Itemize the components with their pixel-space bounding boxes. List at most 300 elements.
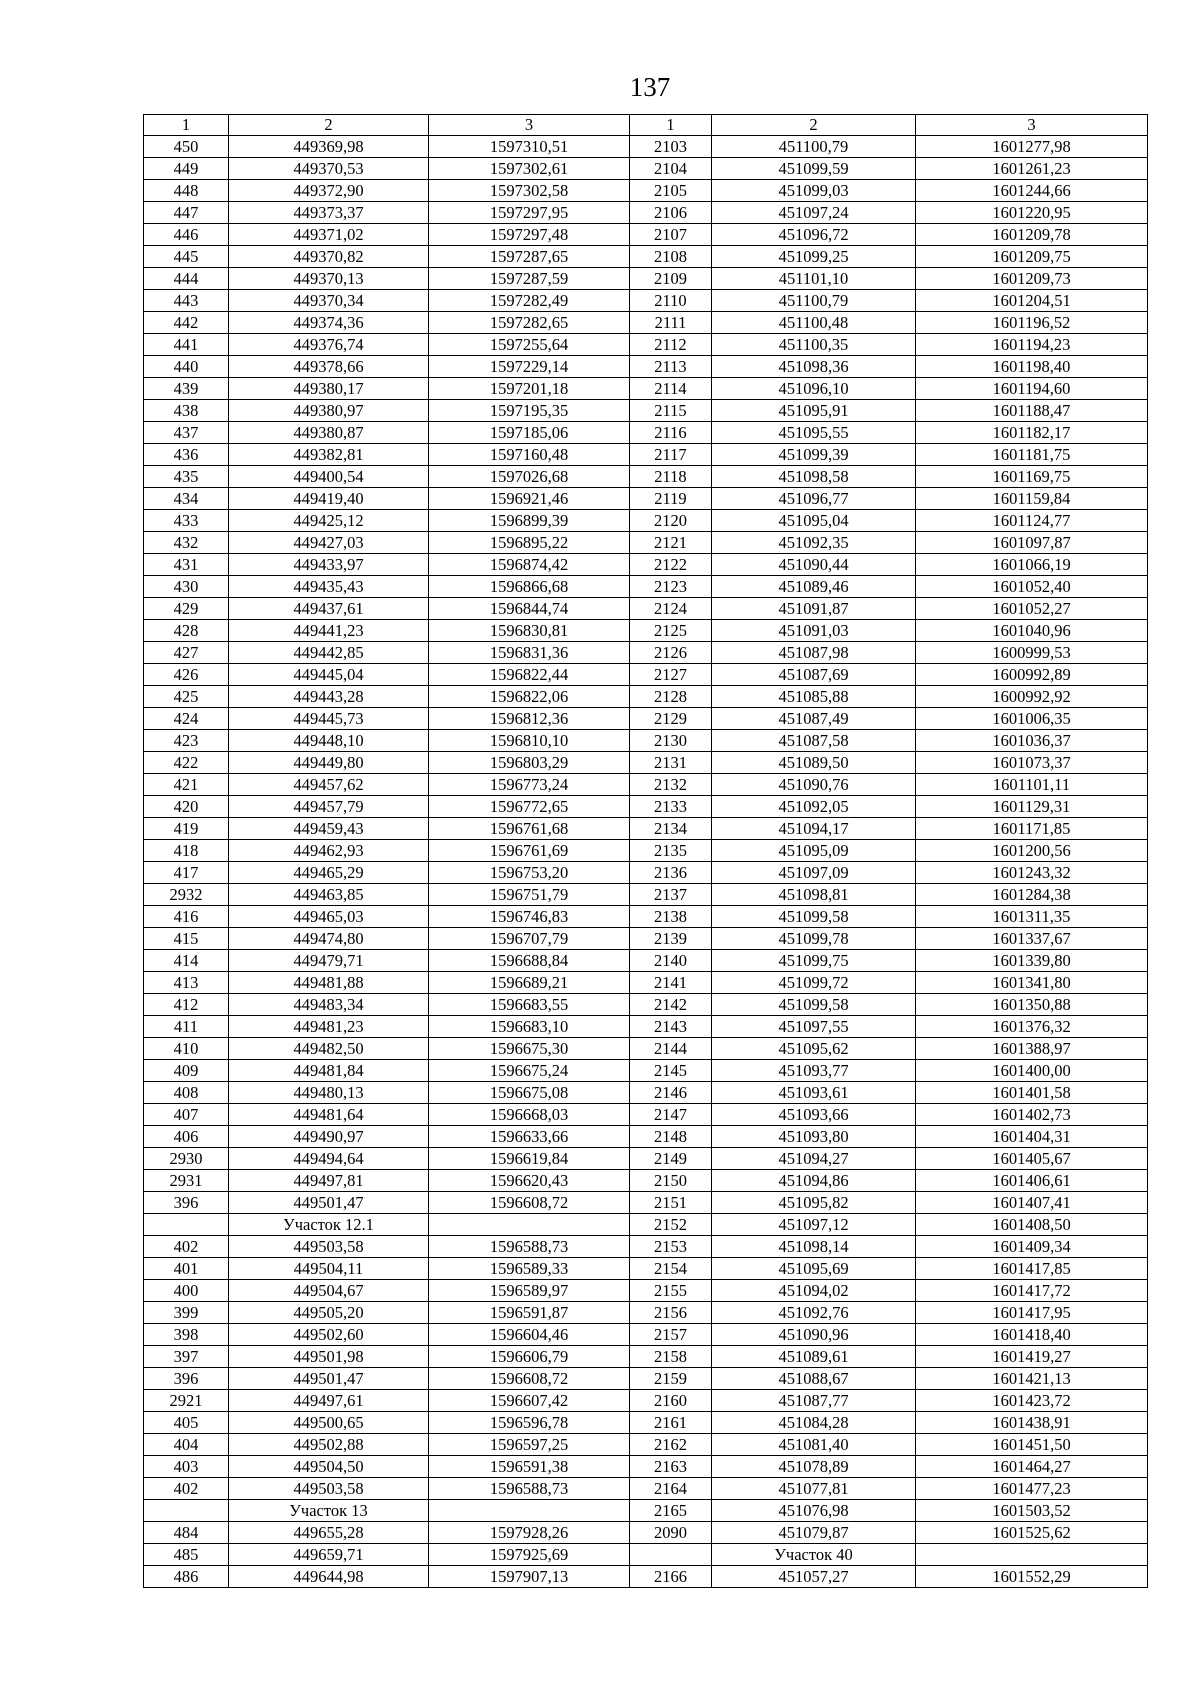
table-cell: 404 bbox=[144, 1434, 229, 1456]
table-cell: 1596619,84 bbox=[429, 1148, 630, 1170]
table-cell: 451096,10 bbox=[712, 378, 916, 400]
table-row bbox=[144, 1390, 1148, 1412]
table-row bbox=[144, 1170, 1148, 1192]
table-row bbox=[144, 862, 1148, 884]
table-row bbox=[144, 312, 1148, 334]
table-cell: 451098,81 bbox=[712, 884, 916, 906]
table-cell: 433 bbox=[144, 510, 229, 532]
table-cell: 2138 bbox=[630, 906, 712, 928]
table-cell: 2166 bbox=[630, 1566, 712, 1588]
table-cell: 1601277,98 bbox=[916, 136, 1148, 158]
table-cell: 443 bbox=[144, 290, 229, 312]
table-cell: 1601129,31 bbox=[916, 796, 1148, 818]
table-cell: 1596597,25 bbox=[429, 1434, 630, 1456]
table-cell: 1596591,87 bbox=[429, 1302, 630, 1324]
table-cell: 415 bbox=[144, 928, 229, 950]
table-cell: 2116 bbox=[630, 422, 712, 444]
table-cell: 1601421,13 bbox=[916, 1368, 1148, 1390]
page-number: 137 bbox=[629, 72, 671, 102]
table-cell: 1601182,17 bbox=[916, 422, 1148, 444]
table-row bbox=[144, 708, 1148, 730]
table-cell: 451098,14 bbox=[712, 1236, 916, 1258]
table-row bbox=[144, 1148, 1148, 1170]
table-cell: 1601400,00 bbox=[916, 1060, 1148, 1082]
table-cell: 451100,79 bbox=[712, 290, 916, 312]
table-cell: 1601350,88 bbox=[916, 994, 1148, 1016]
table-cell: 1596772,65 bbox=[429, 796, 630, 818]
table-cell: 2147 bbox=[630, 1104, 712, 1126]
table-row bbox=[144, 1258, 1148, 1280]
table-cell: 449501,47 bbox=[229, 1368, 429, 1390]
table-cell: 1601196,52 bbox=[916, 312, 1148, 334]
table-cell: 451099,78 bbox=[712, 928, 916, 950]
table-cell: 429 bbox=[144, 598, 229, 620]
table-cell: 451078,89 bbox=[712, 1456, 916, 1478]
table-cell: 449481,84 bbox=[229, 1060, 429, 1082]
table-cell: 1601073,37 bbox=[916, 752, 1148, 774]
table-cell: 451093,77 bbox=[712, 1060, 916, 1082]
table-cell: 1601243,32 bbox=[916, 862, 1148, 884]
table-cell: 1596596,78 bbox=[429, 1412, 630, 1434]
table-cell: 449370,13 bbox=[229, 268, 429, 290]
table-row bbox=[144, 994, 1148, 1016]
table-cell: 1601188,47 bbox=[916, 400, 1148, 422]
table-cell: 417 bbox=[144, 862, 229, 884]
table-cell: 1597302,58 bbox=[429, 180, 630, 202]
table-cell: 1597160,48 bbox=[429, 444, 630, 466]
table-cell: 1601159,84 bbox=[916, 488, 1148, 510]
table-cell: 396 bbox=[144, 1192, 229, 1214]
table-cell: 1596822,06 bbox=[429, 686, 630, 708]
table-cell: 449501,98 bbox=[229, 1346, 429, 1368]
table-cell: 451095,09 bbox=[712, 840, 916, 862]
table-row bbox=[144, 510, 1148, 532]
table-cell: 1597907,13 bbox=[429, 1566, 630, 1588]
column-header: 3 bbox=[916, 115, 1148, 136]
table-cell: 1596822,44 bbox=[429, 664, 630, 686]
table-cell: 451097,09 bbox=[712, 862, 916, 884]
table-cell: 1601404,31 bbox=[916, 1126, 1148, 1148]
table-row bbox=[144, 1038, 1148, 1060]
table-row bbox=[144, 378, 1148, 400]
table-cell: 449481,64 bbox=[229, 1104, 429, 1126]
table-cell: 2165 bbox=[630, 1500, 712, 1522]
table-cell: 2133 bbox=[630, 796, 712, 818]
table-cell: 428 bbox=[144, 620, 229, 642]
table-row bbox=[144, 290, 1148, 312]
table-row bbox=[144, 620, 1148, 642]
table-cell: 2149 bbox=[630, 1148, 712, 1170]
table-cell: 451100,48 bbox=[712, 312, 916, 334]
table-cell: 1601402,73 bbox=[916, 1104, 1148, 1126]
table-cell: 449445,04 bbox=[229, 664, 429, 686]
table-cell: 451090,76 bbox=[712, 774, 916, 796]
table-cell: 445 bbox=[144, 246, 229, 268]
table-cell: 1601376,32 bbox=[916, 1016, 1148, 1038]
table-row bbox=[144, 1434, 1148, 1456]
table-cell: 449419,40 bbox=[229, 488, 429, 510]
table-cell: 2136 bbox=[630, 862, 712, 884]
table-cell: 449483,34 bbox=[229, 994, 429, 1016]
table-cell: 451097,55 bbox=[712, 1016, 916, 1038]
table-row bbox=[144, 1104, 1148, 1126]
table-cell: 449448,10 bbox=[229, 730, 429, 752]
table-cell: 2121 bbox=[630, 532, 712, 554]
table-cell: 2163 bbox=[630, 1456, 712, 1478]
table-cell: 2104 bbox=[630, 158, 712, 180]
table-cell: 2106 bbox=[630, 202, 712, 224]
column-header: 2 bbox=[229, 115, 429, 136]
table-cell: 2109 bbox=[630, 268, 712, 290]
table-cell: Участок 13 bbox=[229, 1500, 429, 1522]
table-cell: 451099,03 bbox=[712, 180, 916, 202]
table-cell: 1601097,87 bbox=[916, 532, 1148, 554]
table-cell: 449481,88 bbox=[229, 972, 429, 994]
table-cell: 449445,73 bbox=[229, 708, 429, 730]
table-cell: 2134 bbox=[630, 818, 712, 840]
table-cell: 1601417,95 bbox=[916, 1302, 1148, 1324]
table-cell: 449382,81 bbox=[229, 444, 429, 466]
table-cell: 449481,23 bbox=[229, 1016, 429, 1038]
table-cell: 451088,67 bbox=[712, 1368, 916, 1390]
table-row bbox=[144, 752, 1148, 774]
table-cell: 449370,82 bbox=[229, 246, 429, 268]
table-cell: 449457,62 bbox=[229, 774, 429, 796]
table-cell: 1601209,73 bbox=[916, 268, 1148, 290]
table-cell: 419 bbox=[144, 818, 229, 840]
table-row bbox=[144, 444, 1148, 466]
table-cell: 2118 bbox=[630, 466, 712, 488]
table-cell: 1596751,79 bbox=[429, 884, 630, 906]
table-cell: 401 bbox=[144, 1258, 229, 1280]
table-row bbox=[144, 686, 1148, 708]
table-cell: 426 bbox=[144, 664, 229, 686]
table-cell: 2159 bbox=[630, 1368, 712, 1390]
table-cell: 2152 bbox=[630, 1214, 712, 1236]
table-cell: 484 bbox=[144, 1522, 229, 1544]
table-cell: 449369,98 bbox=[229, 136, 429, 158]
table-row bbox=[144, 774, 1148, 796]
table-cell: 1601311,35 bbox=[916, 906, 1148, 928]
table-cell: 449504,50 bbox=[229, 1456, 429, 1478]
table-cell: 1601198,40 bbox=[916, 356, 1148, 378]
table-cell: 1596866,68 bbox=[429, 576, 630, 598]
table-cell: 451100,35 bbox=[712, 334, 916, 356]
table-cell: Участок 40 bbox=[712, 1544, 916, 1566]
table-cell: 449503,58 bbox=[229, 1236, 429, 1258]
table-cell: 2129 bbox=[630, 708, 712, 730]
table-row bbox=[144, 1522, 1148, 1544]
table-cell: 451096,72 bbox=[712, 224, 916, 246]
table-cell bbox=[144, 1214, 229, 1236]
table-cell: 1601503,52 bbox=[916, 1500, 1148, 1522]
table-cell: 2151 bbox=[630, 1192, 712, 1214]
table-cell: 2164 bbox=[630, 1478, 712, 1500]
table-row bbox=[144, 906, 1148, 928]
table-cell: 2145 bbox=[630, 1060, 712, 1082]
table-cell: 1600992,92 bbox=[916, 686, 1148, 708]
table-cell: 451093,66 bbox=[712, 1104, 916, 1126]
table-cell: 1596830,81 bbox=[429, 620, 630, 642]
table-cell: 1597282,65 bbox=[429, 312, 630, 334]
column-header: 1 bbox=[630, 115, 712, 136]
table-row bbox=[144, 1236, 1148, 1258]
table-cell: 451094,86 bbox=[712, 1170, 916, 1192]
table-cell: 1601525,62 bbox=[916, 1522, 1148, 1544]
table-cell: 1601418,40 bbox=[916, 1324, 1148, 1346]
table-cell: 2115 bbox=[630, 400, 712, 422]
header-row bbox=[144, 115, 1148, 136]
table-cell: 1600992,89 bbox=[916, 664, 1148, 686]
table-cell: 451087,58 bbox=[712, 730, 916, 752]
table-cell: 449501,47 bbox=[229, 1192, 429, 1214]
table-cell: 2150 bbox=[630, 1170, 712, 1192]
table-cell: 432 bbox=[144, 532, 229, 554]
table-cell: 448 bbox=[144, 180, 229, 202]
table-cell: 451085,88 bbox=[712, 686, 916, 708]
table-row bbox=[144, 532, 1148, 554]
table-cell: 1596689,21 bbox=[429, 972, 630, 994]
table-cell: 2154 bbox=[630, 1258, 712, 1280]
table-cell: 449 bbox=[144, 158, 229, 180]
table-cell: 1596895,22 bbox=[429, 532, 630, 554]
table-cell: 449465,03 bbox=[229, 906, 429, 928]
table-cell: 451093,61 bbox=[712, 1082, 916, 1104]
table-cell: 2148 bbox=[630, 1126, 712, 1148]
table-cell: 1597255,64 bbox=[429, 334, 630, 356]
table-cell: 1597195,35 bbox=[429, 400, 630, 422]
table-cell: 1596683,55 bbox=[429, 994, 630, 1016]
table-cell: 449380,17 bbox=[229, 378, 429, 400]
table-cell: 437 bbox=[144, 422, 229, 444]
table-cell: 2139 bbox=[630, 928, 712, 950]
table-row bbox=[144, 1302, 1148, 1324]
table-cell: 451095,82 bbox=[712, 1192, 916, 1214]
table-cell: 2160 bbox=[630, 1390, 712, 1412]
table-row bbox=[144, 1478, 1148, 1500]
table-cell: 1596675,08 bbox=[429, 1082, 630, 1104]
table-cell: 451095,69 bbox=[712, 1258, 916, 1280]
table-cell: 1601339,80 bbox=[916, 950, 1148, 972]
table-cell: 400 bbox=[144, 1280, 229, 1302]
table-cell bbox=[429, 1214, 630, 1236]
table-cell: 412 bbox=[144, 994, 229, 1016]
table-cell: 449443,28 bbox=[229, 686, 429, 708]
table-cell: 449427,03 bbox=[229, 532, 429, 554]
table-cell: 449497,61 bbox=[229, 1390, 429, 1412]
table-cell: 1596588,73 bbox=[429, 1236, 630, 1258]
table-cell: 451100,79 bbox=[712, 136, 916, 158]
table-cell: 402 bbox=[144, 1478, 229, 1500]
table-cell: 1601101,11 bbox=[916, 774, 1148, 796]
column-header: 3 bbox=[429, 115, 630, 136]
table-cell: 1601419,27 bbox=[916, 1346, 1148, 1368]
table-cell: 1601423,72 bbox=[916, 1390, 1148, 1412]
table-cell: 422 bbox=[144, 752, 229, 774]
table-cell: 425 bbox=[144, 686, 229, 708]
table-cell: 1596589,33 bbox=[429, 1258, 630, 1280]
column-header: 1 bbox=[144, 115, 229, 136]
table-cell: 398 bbox=[144, 1324, 229, 1346]
table-cell: 2161 bbox=[630, 1412, 712, 1434]
table-cell: 1597201,18 bbox=[429, 378, 630, 400]
table-row bbox=[144, 488, 1148, 510]
table-cell: 434 bbox=[144, 488, 229, 510]
table-cell: 451094,02 bbox=[712, 1280, 916, 1302]
table-cell: 2930 bbox=[144, 1148, 229, 1170]
table-cell: 451095,04 bbox=[712, 510, 916, 532]
table-cell: 2931 bbox=[144, 1170, 229, 1192]
table-cell: 2103 bbox=[630, 136, 712, 158]
table-cell: 451057,27 bbox=[712, 1566, 916, 1588]
table-cell bbox=[630, 1544, 712, 1566]
table-cell: 1601181,75 bbox=[916, 444, 1148, 466]
table-cell: 1596591,38 bbox=[429, 1456, 630, 1478]
table-cell: 421 bbox=[144, 774, 229, 796]
table-row bbox=[144, 884, 1148, 906]
table-cell: 2144 bbox=[630, 1038, 712, 1060]
table-cell: 451087,77 bbox=[712, 1390, 916, 1412]
table-cell: 449659,71 bbox=[229, 1544, 429, 1566]
table-cell: 1601401,58 bbox=[916, 1082, 1148, 1104]
table-cell: 451098,36 bbox=[712, 356, 916, 378]
table-cell: 451092,05 bbox=[712, 796, 916, 818]
table-cell: 449462,93 bbox=[229, 840, 429, 862]
table-row bbox=[144, 796, 1148, 818]
table-cell: 449400,54 bbox=[229, 466, 429, 488]
table-row bbox=[144, 334, 1148, 356]
table-cell: 2142 bbox=[630, 994, 712, 1016]
table-cell: 2124 bbox=[630, 598, 712, 620]
table-cell: 1601066,19 bbox=[916, 554, 1148, 576]
table-cell: 451099,58 bbox=[712, 994, 916, 1016]
table-cell: 1597925,69 bbox=[429, 1544, 630, 1566]
table-cell: 451099,72 bbox=[712, 972, 916, 994]
table-cell: 1597928,26 bbox=[429, 1522, 630, 1544]
table-cell: 2932 bbox=[144, 884, 229, 906]
table-cell: 403 bbox=[144, 1456, 229, 1478]
table-row bbox=[144, 1060, 1148, 1082]
table-cell: 451096,77 bbox=[712, 488, 916, 510]
table-cell: 1597185,06 bbox=[429, 422, 630, 444]
table-cell: 449474,80 bbox=[229, 928, 429, 950]
table-cell: 447 bbox=[144, 202, 229, 224]
table-row bbox=[144, 400, 1148, 422]
table-cell: 449380,97 bbox=[229, 400, 429, 422]
table-cell: 449373,37 bbox=[229, 202, 429, 224]
table-row bbox=[144, 466, 1148, 488]
table-cell: 451091,03 bbox=[712, 620, 916, 642]
table-cell: 449494,64 bbox=[229, 1148, 429, 1170]
table-row bbox=[144, 664, 1148, 686]
table-cell: 449378,66 bbox=[229, 356, 429, 378]
table-cell: 451095,55 bbox=[712, 422, 916, 444]
table-cell: 1596633,66 bbox=[429, 1126, 630, 1148]
table-cell: 2126 bbox=[630, 642, 712, 664]
table-row bbox=[144, 950, 1148, 972]
table-row bbox=[144, 158, 1148, 180]
table-cell: 449463,85 bbox=[229, 884, 429, 906]
table-cell: 397 bbox=[144, 1346, 229, 1368]
table-cell: 449504,11 bbox=[229, 1258, 429, 1280]
table-cell: 2112 bbox=[630, 334, 712, 356]
table-cell: 1601417,85 bbox=[916, 1258, 1148, 1280]
table-cell: 1596810,10 bbox=[429, 730, 630, 752]
table-cell: 1596668,03 bbox=[429, 1104, 630, 1126]
table-cell: 449380,87 bbox=[229, 422, 429, 444]
table-cell: 2156 bbox=[630, 1302, 712, 1324]
table-cell: 451076,98 bbox=[712, 1500, 916, 1522]
table-row bbox=[144, 1544, 1148, 1566]
table-cell: 451099,58 bbox=[712, 906, 916, 928]
table-cell: 2090 bbox=[630, 1522, 712, 1544]
table-cell: 1601052,27 bbox=[916, 598, 1148, 620]
table-cell: 1597026,68 bbox=[429, 466, 630, 488]
table-cell: 449482,50 bbox=[229, 1038, 429, 1060]
table-cell: 436 bbox=[144, 444, 229, 466]
table-cell: 409 bbox=[144, 1060, 229, 1082]
table-cell: 1601171,85 bbox=[916, 818, 1148, 840]
table-cell: 1601194,60 bbox=[916, 378, 1148, 400]
table-cell: 1601124,77 bbox=[916, 510, 1148, 532]
table-cell: 451087,69 bbox=[712, 664, 916, 686]
table-cell: 2132 bbox=[630, 774, 712, 796]
table-cell: 449480,13 bbox=[229, 1082, 429, 1104]
table-cell: 2127 bbox=[630, 664, 712, 686]
table-cell: 2153 bbox=[630, 1236, 712, 1258]
table-cell: 413 bbox=[144, 972, 229, 994]
table-cell: 1601244,66 bbox=[916, 180, 1148, 202]
table-cell: 446 bbox=[144, 224, 229, 246]
table-cell: 451092,76 bbox=[712, 1302, 916, 1324]
table-cell: 1601036,37 bbox=[916, 730, 1148, 752]
table-row bbox=[144, 576, 1148, 598]
table-cell: 1596604,46 bbox=[429, 1324, 630, 1346]
table-cell: 1596608,72 bbox=[429, 1368, 630, 1390]
table-cell: 451099,59 bbox=[712, 158, 916, 180]
table-cell: 405 bbox=[144, 1412, 229, 1434]
table-cell: 420 bbox=[144, 796, 229, 818]
table-cell: 1596683,10 bbox=[429, 1016, 630, 1038]
table-cell: 449497,81 bbox=[229, 1170, 429, 1192]
table-cell: 1601006,35 bbox=[916, 708, 1148, 730]
table-cell: 2110 bbox=[630, 290, 712, 312]
table-cell: 2122 bbox=[630, 554, 712, 576]
table-cell: 1601052,40 bbox=[916, 576, 1148, 598]
table-cell: 449370,34 bbox=[229, 290, 429, 312]
table-cell: 450 bbox=[144, 136, 229, 158]
table-cell: 451093,80 bbox=[712, 1126, 916, 1148]
table-cell: 424 bbox=[144, 708, 229, 730]
table-cell: 1601407,41 bbox=[916, 1192, 1148, 1214]
table-cell: 1601341,80 bbox=[916, 972, 1148, 994]
table-cell: 2119 bbox=[630, 488, 712, 510]
table-cell: 451094,17 bbox=[712, 818, 916, 840]
table-cell: 1597287,59 bbox=[429, 268, 630, 290]
table-cell: 449442,85 bbox=[229, 642, 429, 664]
table-cell: 451099,75 bbox=[712, 950, 916, 972]
table-row bbox=[144, 1324, 1148, 1346]
table-cell: 449372,90 bbox=[229, 180, 429, 202]
table-row bbox=[144, 246, 1148, 268]
table-row bbox=[144, 136, 1148, 158]
table-cell: 396 bbox=[144, 1368, 229, 1390]
table-row bbox=[144, 202, 1148, 224]
table-cell: 2155 bbox=[630, 1280, 712, 1302]
table-cell: 449502,60 bbox=[229, 1324, 429, 1346]
table-cell: 449503,58 bbox=[229, 1478, 429, 1500]
table-cell: 449502,88 bbox=[229, 1434, 429, 1456]
